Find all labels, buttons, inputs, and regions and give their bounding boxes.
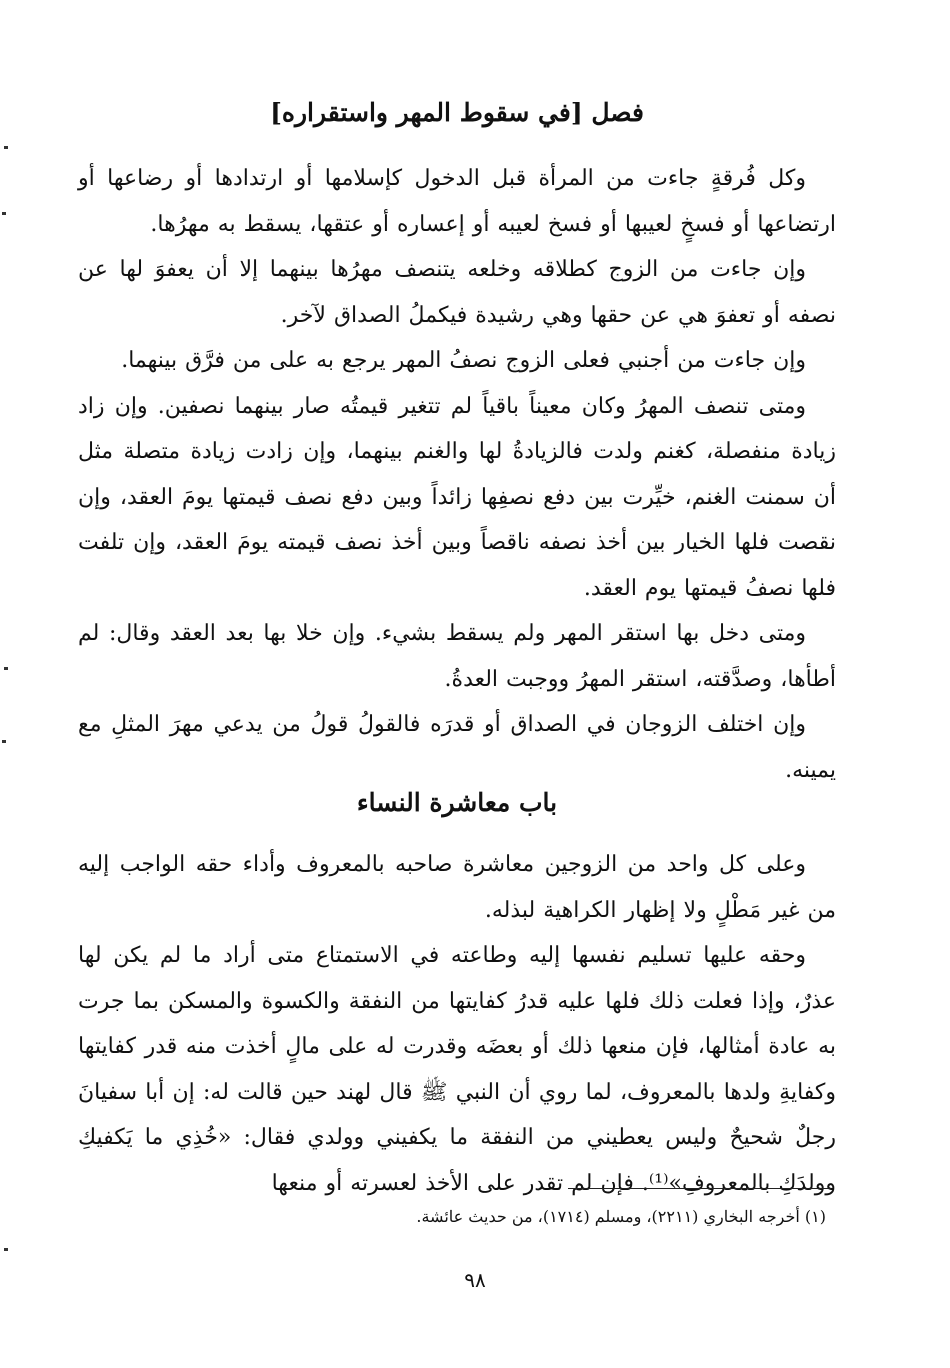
paragraph: ومتى دخل بها استقر المهر ولم يسقط بشيء. وإن خلا بها بعد العقد وقال: لم أطأها، وصدَّقته، استقر المهرُ ووجبت العدةُ. [78,621,836,692]
paragraph: وإن جاءت من الزوج كطلاقه وخلعه يتنصف مهرُها بينهما إلا أن يعفوَ لها عن نصفه أو تعفوَ هي عن حقها وهي رشيدة فيكملُ الصداق لآخر. [78,257,836,328]
paragraph: ومتى تنصف المهرُ وكان معيناً باقياً لم تتغير قيمتُه صار بينهما نصفين. وإن زاد زيادة منفصلة، كغنم ولدت فالزيادةُ لها والغنم بينهما، وإن زادت زيادة متصلة مثل أن سمنت الغنم، خيِّرت بين دفع نصفِها زائداً وبين دفع نصف قيمتها يومَ العقد، وإن نقصت فلها الخيار بين أخذ نصفه ناقصاً وبين أخذ نصف قيمته يومَ العقد، وإن تلفت فلها نصفُ قيمتها يوم العقد. [78,393,836,601]
page-number: ٩٨ [464,1268,486,1292]
chapter-body [78,842,836,1206]
footnote-divider [568,1188,831,1189]
scan-artifact [4,667,8,670]
scan-artifact [4,146,8,149]
section-body [78,156,836,793]
paragraph: وحقه عليها تسليم نفسها إليه وطاعته في الاستمتاع متى أراد ما لم يكن لها عذرٌ، وإذا فعلت ذلك فلها عليه قدرُ كفايتها من النفقة والكسوة والمسكن بما جرت به عادة أمثالها، فإن منعها ذلك أو بعضَه وقدرت له على مالٍ أخذت منه قدر كفايتها وكفايةِ ولدها بالمعروف، لما روي أن النبي ﷺ قال لهند حين قالت له: إن أبا سفيانَ رجلٌ شحيحٌ وليس يعطيني من النفقة ما يكفيني وولدي فقال: «خُذِي ما يَكفيكِ وولدَكِ بالمعروفِ»⁽¹⁾. فإن لم تقدر على الأخذ لعسرته أو منعها [78,943,836,1196]
paragraph: وعلى كل واحد من الزوجين معاشرة صاحبه بالمعروف وأداء حقه الواجب إليه من غير مَطْلٍ ولا إظهار الكراهية لبذله. [78,852,836,923]
scan-artifact [2,212,6,215]
footnote: (١) أخرجه البخاري (٢٢١١)، ومسلم (١٧١٤)، من حديث عائشة. [416,1207,826,1226]
scan-artifact [2,740,6,743]
paragraph: وإن جاءت من أجنبي فعلى الزوج نصفُ المهر يرجع به على من فرَّق بينهما. [121,348,806,373]
scan-artifact [4,1248,8,1251]
paragraph: وإن اختلف الزوجان في الصداق أو قدرَه فالقولُ قولُ من يدعي مهرَ المثلِ مع يمينه. [78,712,836,783]
paragraph: وكل فُرقةٍ جاءت من المرأة قبل الدخول كإسلامها أو ارتدادها أو رضاعها أو ارتضاعها أو فسخٍ لعيبها أو فسخ لعيبه أو إعساره أو عتقها، يسقط به مهرُها. [78,166,836,237]
section-heading: فصل [في سقوط المهر واستقراره] [270,98,644,127]
chapter-heading: باب معاشرة النساء [356,788,558,817]
